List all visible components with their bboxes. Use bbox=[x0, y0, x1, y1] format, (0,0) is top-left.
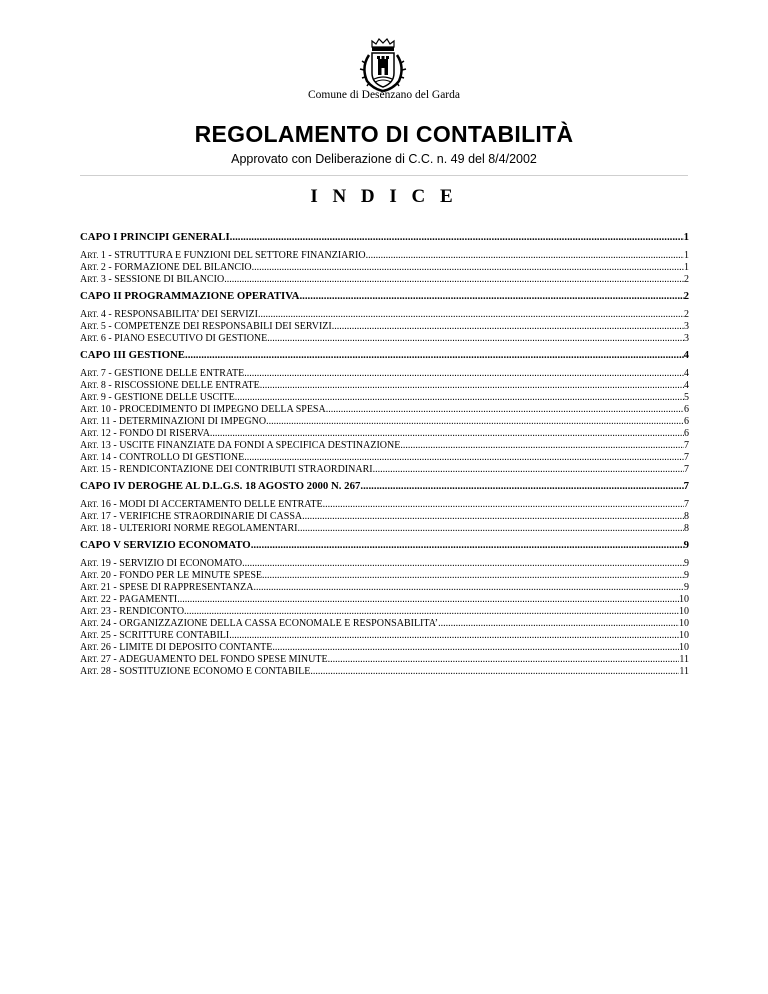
page-number: 4 bbox=[684, 368, 689, 379]
article-prefix-smallcaps: RT. bbox=[87, 453, 99, 462]
article-prefix-smallcaps: RT. bbox=[87, 263, 99, 272]
article-prefix-initial: A bbox=[80, 416, 88, 427]
article-label: 28 - SOSTITUZIONE ECONOMO E CONTABILE bbox=[98, 666, 311, 677]
municipal-crest-icon bbox=[355, 37, 411, 93]
article-prefix-smallcaps: RT. bbox=[87, 465, 99, 474]
article-prefix-initial: A bbox=[80, 511, 88, 522]
toc-article-entry[interactable] bbox=[80, 404, 689, 416]
dot-leader bbox=[177, 594, 679, 606]
dot-leader bbox=[242, 558, 684, 570]
article-prefix-smallcaps: RT. bbox=[87, 310, 99, 319]
chapter-title: CAPO V SERVIZIO ECONOMATO bbox=[80, 539, 251, 551]
page-number: 9 bbox=[684, 558, 689, 569]
index-heading: I N D I C E bbox=[310, 186, 458, 207]
toc-article-entry[interactable] bbox=[80, 558, 689, 570]
article-label: 4 - RESPONSABILITA’ DEI SERVIZI bbox=[98, 309, 258, 320]
article-prefix-smallcaps: RT. bbox=[87, 251, 99, 260]
page-number: 7 bbox=[684, 464, 689, 475]
toc-chapter-entry[interactable] bbox=[80, 288, 689, 305]
article-prefix-smallcaps: RT. bbox=[87, 429, 99, 438]
article-prefix-smallcaps: RT. bbox=[87, 631, 99, 640]
header-divider bbox=[80, 175, 688, 176]
article-label: 13 - USCITE FINANZIATE DA FONDI A SPECIFICA DESTINAZIONE bbox=[98, 440, 401, 451]
toc-article-entry[interactable] bbox=[80, 618, 689, 630]
article-label: 14 - CONTROLLO DI GESTIONE bbox=[98, 452, 245, 463]
article-prefix-smallcaps: RT. bbox=[87, 405, 99, 414]
chapter-articles bbox=[80, 558, 689, 678]
page-number: 6 bbox=[684, 416, 689, 427]
page-number: 2 bbox=[683, 290, 689, 302]
dot-leader bbox=[400, 440, 684, 452]
page-number: 10 bbox=[679, 594, 689, 605]
article-title bbox=[80, 333, 267, 345]
chapter-articles bbox=[80, 250, 689, 286]
toc-article-entry[interactable] bbox=[80, 274, 689, 286]
article-label: 10 - PROCEDIMENTO DI IMPEGNO DELLA SPESA bbox=[98, 404, 326, 415]
dot-leader bbox=[332, 321, 684, 333]
page-number: 9 bbox=[683, 539, 689, 551]
article-prefix-smallcaps: RT. bbox=[87, 334, 99, 343]
article-label: 1 - STRUTTURA E FUNZIONI DEL SETTORE FINANZIARIO bbox=[98, 250, 366, 261]
article-label: 6 - PIANO ESECUTIVO DI GESTIONE bbox=[98, 333, 268, 344]
article-prefix-smallcaps: RT. bbox=[87, 583, 99, 592]
article-title bbox=[80, 523, 298, 535]
toc-article-entry[interactable] bbox=[80, 452, 689, 464]
article-title bbox=[80, 321, 332, 333]
article-prefix-smallcaps: RT. bbox=[87, 655, 99, 664]
dot-leader bbox=[230, 229, 684, 246]
page-number: 7 bbox=[684, 499, 689, 510]
article-prefix-smallcaps: RT. bbox=[87, 595, 99, 604]
dot-leader bbox=[298, 523, 685, 535]
article-prefix-initial: A bbox=[80, 262, 88, 273]
article-label: 9 - GESTIONE DELLE USCITE bbox=[98, 392, 235, 403]
page-number: 11 bbox=[679, 666, 689, 677]
dot-leader bbox=[326, 404, 684, 416]
article-label: 3 - SESSIONE DI BILANCIO bbox=[98, 274, 225, 285]
dot-leader bbox=[185, 347, 684, 364]
page-number: 7 bbox=[684, 440, 689, 451]
article-title bbox=[80, 594, 177, 606]
document-subtitle: Approvato con Deliberazione di C.C. n. 49 del 8/4/2002 bbox=[231, 152, 537, 166]
toc-article-entry[interactable] bbox=[80, 262, 689, 274]
article-title bbox=[80, 368, 244, 380]
page-number: 11 bbox=[679, 654, 689, 665]
dot-leader bbox=[360, 478, 683, 495]
toc-article-entry[interactable] bbox=[80, 642, 689, 654]
dot-leader bbox=[262, 570, 684, 582]
article-label: 22 - PAGAMENTI bbox=[98, 594, 178, 605]
article-label: 2 - FORMAZIONE DEL BILANCIO bbox=[98, 262, 252, 273]
article-title bbox=[80, 618, 438, 630]
dot-leader bbox=[210, 428, 684, 440]
article-title bbox=[80, 428, 210, 440]
dot-leader bbox=[266, 416, 684, 428]
article-label: 5 - COMPETENZE DEI RESPONSABILI DEI SERVIZI bbox=[98, 321, 332, 332]
article-title bbox=[80, 511, 302, 523]
municipality-name: Comune di Desenzano del Garda bbox=[307, 89, 460, 101]
dot-leader bbox=[438, 618, 679, 630]
page-number: 5 bbox=[684, 392, 689, 403]
toc-article-entry[interactable] bbox=[80, 523, 689, 535]
toc-article-entry[interactable] bbox=[80, 428, 689, 440]
page-number: 10 bbox=[679, 630, 689, 641]
article-label: 7 - GESTIONE DELLE ENTRATE bbox=[98, 368, 245, 379]
toc-chapter-entry[interactable] bbox=[80, 229, 689, 246]
dot-leader bbox=[310, 666, 679, 678]
page-number: 3 bbox=[684, 333, 689, 344]
toc-article-entry[interactable] bbox=[80, 606, 689, 618]
article-label: 23 - RENDICONTO bbox=[98, 606, 185, 617]
document-title: REGOLAMENTO DI CONTABILITÀ bbox=[194, 121, 574, 147]
article-prefix-smallcaps: RT. bbox=[87, 571, 99, 580]
chapter-title: CAPO IV DEROGHE AL D.L.G.S. 18 AGOSTO 2000 N. 267 bbox=[80, 480, 361, 492]
page-number: 7 bbox=[683, 480, 689, 492]
article-prefix-initial: A bbox=[80, 499, 88, 510]
article-prefix-initial: A bbox=[80, 428, 88, 439]
chapter-articles bbox=[80, 499, 689, 535]
article-prefix-smallcaps: RT. bbox=[87, 667, 99, 676]
article-prefix-initial: A bbox=[80, 464, 88, 475]
page-number: 6 bbox=[684, 428, 689, 439]
article-prefix-initial: A bbox=[80, 618, 88, 629]
article-prefix-smallcaps: RT. bbox=[87, 559, 99, 568]
dot-leader bbox=[328, 654, 680, 666]
page-number: 10 bbox=[679, 618, 689, 629]
toc-article-entry[interactable] bbox=[80, 570, 689, 582]
article-label: 24 - ORGANIZZAZIONE DELLA CASSA ECONOMALE E RESPONSABILITA’ bbox=[98, 618, 439, 629]
toc-chapter-entry[interactable] bbox=[80, 537, 689, 554]
article-title bbox=[80, 558, 242, 570]
article-prefix-smallcaps: RT. bbox=[87, 512, 99, 521]
article-title bbox=[80, 440, 400, 452]
article-prefix-smallcaps: RT. bbox=[87, 524, 99, 533]
article-prefix-initial: A bbox=[80, 582, 88, 593]
article-prefix-initial: A bbox=[80, 452, 88, 463]
article-prefix-initial: A bbox=[80, 523, 88, 534]
dot-leader bbox=[229, 630, 679, 642]
article-title bbox=[80, 309, 258, 321]
article-prefix-initial: A bbox=[80, 333, 88, 344]
article-title bbox=[80, 416, 266, 428]
article-label: 8 - RISCOSSIONE DELLE ENTRATE bbox=[98, 380, 260, 391]
article-title bbox=[80, 464, 373, 476]
article-label: 11 - DETERMINAZIONI DI IMPEGNO bbox=[98, 416, 267, 427]
dot-leader bbox=[184, 606, 679, 618]
article-title bbox=[80, 654, 328, 666]
article-prefix-initial: A bbox=[80, 380, 88, 391]
article-label: 17 - VERIFICHE STRAORDINARIE DI CASSA bbox=[98, 511, 303, 522]
page-number: 2 bbox=[684, 309, 689, 320]
dot-leader bbox=[366, 250, 684, 262]
chapter-title: CAPO I PRINCIPI GENERALI bbox=[80, 231, 230, 243]
dot-leader bbox=[252, 262, 684, 274]
article-prefix-initial: A bbox=[80, 404, 88, 415]
page-number: 8 bbox=[684, 523, 689, 534]
dot-leader bbox=[373, 464, 684, 476]
article-label: 16 - MODI DI ACCERTAMENTO DELLE ENTRATE bbox=[98, 499, 323, 510]
article-title bbox=[80, 606, 184, 618]
page-number: 10 bbox=[679, 642, 689, 653]
article-label: 18 - ULTERIORI NORME REGOLAMENTARI bbox=[98, 523, 298, 534]
dot-leader bbox=[251, 537, 684, 554]
page-number: 4 bbox=[684, 380, 689, 391]
article-label: 15 - RENDICONTAZIONE DEI CONTRIBUTI STRAORDINARI bbox=[98, 464, 373, 475]
toc-article-entry[interactable] bbox=[80, 666, 689, 678]
article-prefix-smallcaps: RT. bbox=[87, 393, 99, 402]
article-prefix-initial: A bbox=[80, 250, 88, 261]
toc-article-entry[interactable] bbox=[80, 309, 689, 321]
toc-article-entry[interactable] bbox=[80, 380, 689, 392]
article-prefix-initial: A bbox=[80, 392, 88, 403]
article-prefix-initial: A bbox=[80, 570, 88, 581]
dot-leader bbox=[244, 452, 684, 464]
page-number: 3 bbox=[684, 321, 689, 332]
dot-leader bbox=[224, 274, 684, 286]
toc-article-entry[interactable] bbox=[80, 321, 689, 333]
article-title bbox=[80, 262, 252, 274]
page-number: 6 bbox=[684, 404, 689, 415]
article-title bbox=[80, 250, 366, 262]
toc-article-entry[interactable] bbox=[80, 440, 689, 452]
article-title bbox=[80, 452, 244, 464]
toc-article-entry[interactable] bbox=[80, 582, 689, 594]
chapter-articles bbox=[80, 368, 689, 476]
page-number: 9 bbox=[684, 582, 689, 593]
article-prefix-smallcaps: RT. bbox=[87, 607, 99, 616]
article-prefix-smallcaps: RT. bbox=[87, 441, 99, 450]
article-title bbox=[80, 404, 326, 416]
toc-article-entry[interactable] bbox=[80, 654, 689, 666]
article-prefix-initial: A bbox=[80, 368, 88, 379]
article-label: 19 - SERVIZIO DI ECONOMATO bbox=[98, 558, 243, 569]
article-title bbox=[80, 642, 272, 654]
article-prefix-initial: A bbox=[80, 606, 88, 617]
article-prefix-smallcaps: RT. bbox=[87, 643, 99, 652]
article-prefix-initial: A bbox=[80, 309, 88, 320]
article-title bbox=[80, 274, 224, 286]
page-number: 10 bbox=[679, 606, 689, 617]
toc-article-entry[interactable] bbox=[80, 499, 689, 511]
dot-leader bbox=[253, 582, 684, 594]
page-number: 8 bbox=[684, 511, 689, 522]
article-label: 25 - SCRITTURE CONTABILI bbox=[98, 630, 230, 641]
chapter-title: CAPO III GESTIONE bbox=[80, 349, 185, 361]
dot-leader bbox=[235, 392, 684, 404]
toc-chapter-entry[interactable] bbox=[80, 347, 689, 364]
dot-leader bbox=[323, 499, 684, 511]
page-number: 1 bbox=[683, 231, 689, 243]
article-title bbox=[80, 570, 262, 582]
article-title bbox=[80, 392, 235, 404]
article-prefix-initial: A bbox=[80, 594, 88, 605]
article-prefix-initial: A bbox=[80, 642, 88, 653]
page-number: 1 bbox=[684, 262, 689, 273]
chapter-title: CAPO II PROGRAMMAZIONE OPERATIVA bbox=[80, 290, 300, 302]
article-prefix-initial: A bbox=[80, 440, 88, 451]
dot-leader bbox=[244, 368, 684, 380]
article-prefix-smallcaps: RT. bbox=[87, 500, 99, 509]
toc-article-entry[interactable] bbox=[80, 416, 689, 428]
page-number: 9 bbox=[684, 570, 689, 581]
dot-leader bbox=[267, 333, 684, 345]
article-title bbox=[80, 666, 310, 678]
article-prefix-initial: A bbox=[80, 274, 88, 285]
article-prefix-smallcaps: RT. bbox=[87, 322, 99, 331]
table-of-contents bbox=[80, 229, 689, 680]
article-label: 20 - FONDO PER LE MINUTE SPESE bbox=[98, 570, 263, 581]
article-title bbox=[80, 630, 229, 642]
page-number: 1 bbox=[684, 250, 689, 261]
article-prefix-smallcaps: RT. bbox=[87, 417, 99, 426]
article-title bbox=[80, 582, 253, 594]
article-prefix-initial: A bbox=[80, 666, 88, 677]
dot-leader bbox=[258, 309, 684, 321]
article-prefix-smallcaps: RT. bbox=[87, 381, 99, 390]
toc-article-entry[interactable] bbox=[80, 511, 689, 523]
article-prefix-smallcaps: RT. bbox=[87, 369, 99, 378]
article-label: 21 - SPESE DI RAPPRESENTANZA bbox=[98, 582, 254, 593]
toc-article-entry[interactable] bbox=[80, 368, 689, 380]
toc-article-entry[interactable] bbox=[80, 392, 689, 404]
article-title bbox=[80, 499, 323, 511]
article-prefix-initial: A bbox=[80, 630, 88, 641]
article-prefix-initial: A bbox=[80, 654, 88, 665]
article-title bbox=[80, 380, 260, 392]
toc-article-entry[interactable] bbox=[80, 464, 689, 476]
dot-leader bbox=[302, 511, 684, 523]
dot-leader bbox=[272, 642, 679, 654]
toc-article-entry[interactable] bbox=[80, 594, 689, 606]
article-prefix-smallcaps: RT. bbox=[87, 619, 99, 628]
article-label: 27 - ADEGUAMENTO DEL FONDO SPESE MINUTE bbox=[98, 654, 328, 665]
chapter-articles bbox=[80, 309, 689, 345]
toc-article-entry[interactable] bbox=[80, 333, 689, 345]
page-number: 7 bbox=[684, 452, 689, 463]
article-label: 12 - FONDO DI RISERVA bbox=[98, 428, 210, 439]
toc-chapter-entry[interactable] bbox=[80, 478, 689, 495]
dot-leader bbox=[299, 288, 683, 305]
page-number: 4 bbox=[683, 349, 689, 361]
article-label: 26 - LIMITE DI DEPOSITO CONTANTE bbox=[98, 642, 273, 653]
page-number: 2 bbox=[684, 274, 689, 285]
article-prefix-initial: A bbox=[80, 321, 88, 332]
article-prefix-initial: A bbox=[80, 558, 88, 569]
toc-article-entry[interactable] bbox=[80, 630, 689, 642]
toc-article-entry[interactable] bbox=[80, 250, 689, 262]
dot-leader bbox=[260, 380, 684, 392]
article-prefix-smallcaps: RT. bbox=[87, 275, 99, 284]
